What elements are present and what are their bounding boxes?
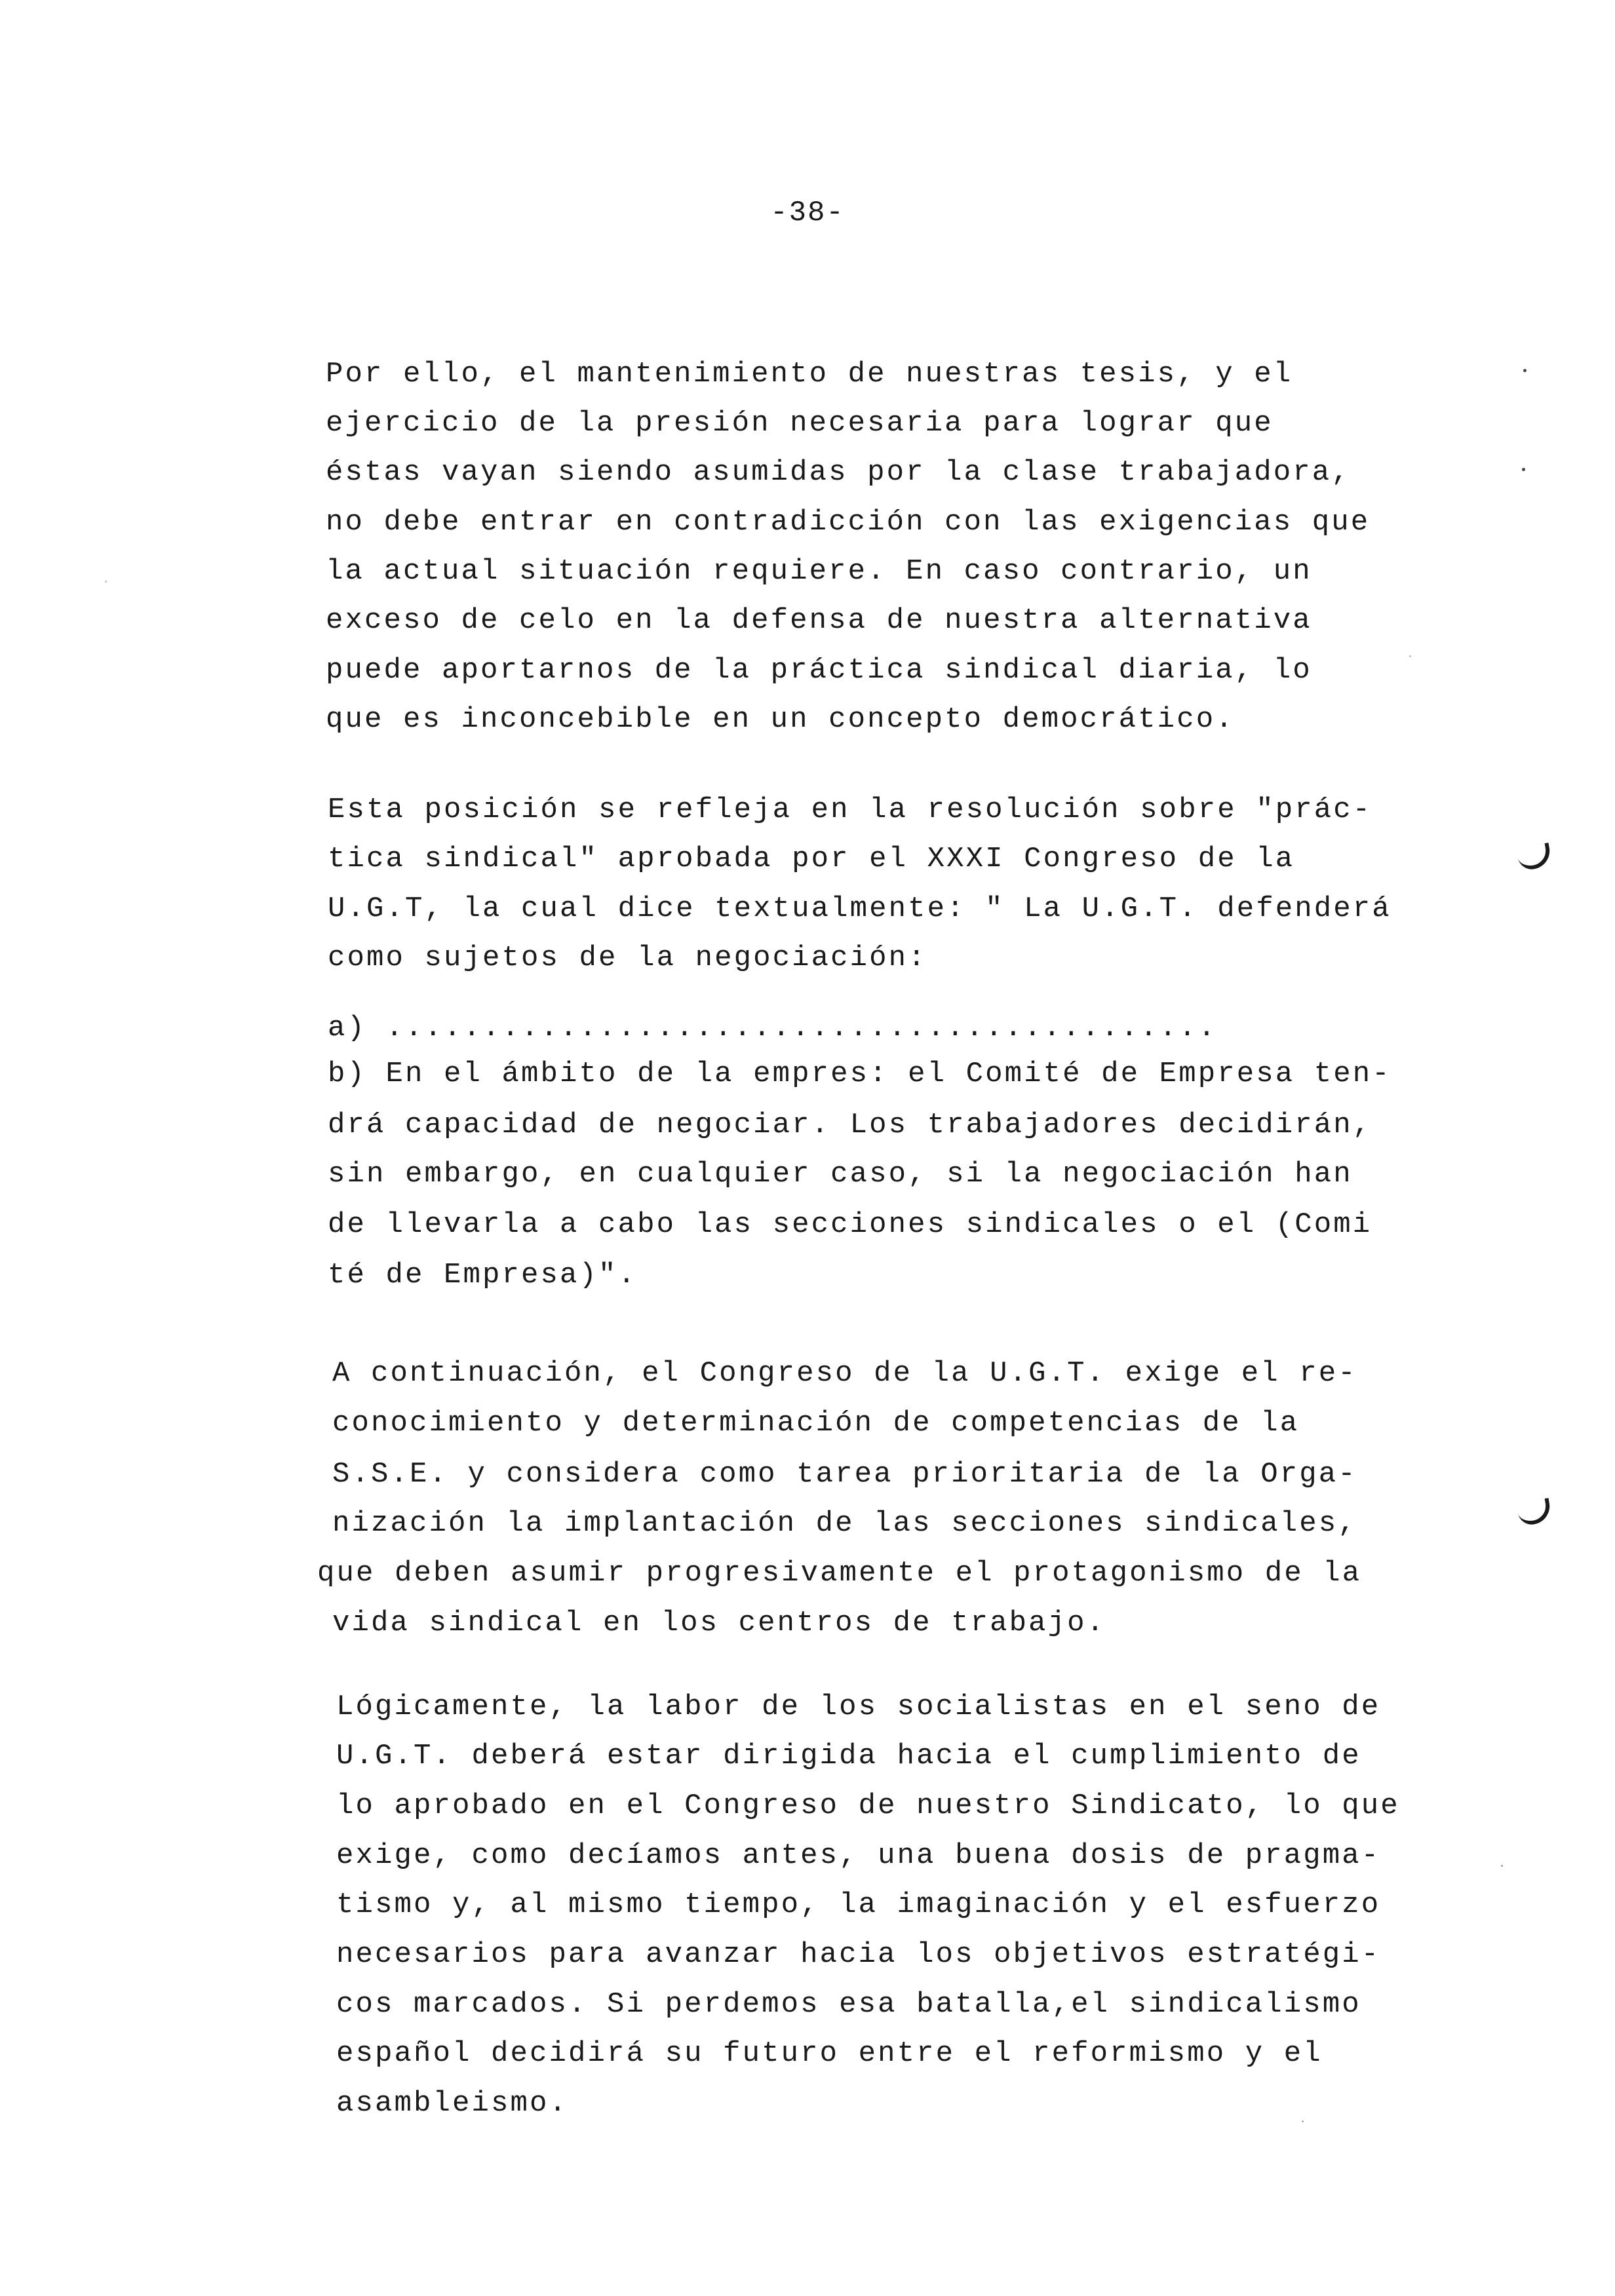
paragraph-2-line-3: U.G.T, la cual dice textualmente: " La U.G.T. defenderá xyxy=(328,892,1391,925)
paragraph-1-line-1: Por ello, el mantenimiento de nuestras tesis, y el xyxy=(326,358,1293,391)
paragraph-4-line-5: tismo y, al mismo tiempo, la imaginación y el esfuerzo xyxy=(336,1888,1381,1921)
paragraph-2-line-2: tica sindical" aprobada por el XXXI Congreso de la xyxy=(328,843,1295,875)
paragraph-2-line-9: de llevarla a cabo las secciones sindicales o el (Comi xyxy=(328,1208,1372,1241)
paragraph-4-line-9: asambleismo. xyxy=(336,2087,569,2120)
paragraph-3-line-5: que deben asumir progresivamente el protagonismo de la xyxy=(317,1557,1362,1590)
paragraph-3-line-4: nización la implantación de las secciones sindicales, xyxy=(332,1507,1357,1540)
paragraph-4-line-7: cos marcados. Si perdemos esa batalla,el sindicalismo xyxy=(336,1988,1361,2021)
paragraph-1-line-6: exceso de celo en la defensa de nuestra alternativa xyxy=(326,604,1312,637)
paragraph-2-line-5: a) ........................................... xyxy=(328,1012,1218,1044)
paragraph-1-line-8: que es inconcebible en un concepto democrático. xyxy=(326,703,1235,736)
scan-speck xyxy=(1302,2120,1304,2122)
paragraph-1-line-4: no debe entrar en contradicción con las exigencias que xyxy=(326,506,1371,539)
paragraph-2-line-10: té de Empresa)". xyxy=(328,1259,638,1292)
scan-speck xyxy=(1522,468,1525,471)
paragraph-4-line-6: necesarios para avanzar hacia los objetivos estratégi- xyxy=(336,1938,1381,1971)
paragraph-4-line-3: lo aprobado en el Congreso de nuestro Sindicato, lo que xyxy=(336,1789,1400,1822)
scan-speck xyxy=(1409,655,1411,657)
paragraph-3-line-6: vida sindical en los centros de trabajo. xyxy=(332,1607,1106,1639)
margin-mark xyxy=(1516,843,1552,871)
paragraph-3-line-1: A continuación, el Congreso de la U.G.T. exige el re- xyxy=(332,1357,1357,1390)
paragraph-4-line-8: español decidirá su futuro entre el reformismo y el xyxy=(336,2037,1323,2070)
paragraph-3-line-2: conocimiento y determinación de competencias de la xyxy=(332,1407,1300,1440)
paragraph-2-line-4: como sujetos de la negociación: xyxy=(328,942,927,974)
paragraph-2-line-1: Esta posición se refleja en la resolución sobre "prác- xyxy=(328,794,1372,826)
paragraph-4-line-1: Lógicamente, la labor de los socialistas en el seno de xyxy=(336,1691,1381,1723)
page-number: -38- xyxy=(770,197,845,229)
paragraph-2-line-8: sin embargo, en cualquier caso, si la negociación han xyxy=(328,1158,1353,1191)
scan-speck xyxy=(1523,369,1527,372)
paragraph-1-line-3: éstas vayan siendo asumidas por la clase trabajadora, xyxy=(326,456,1351,489)
paragraph-2-line-7: drá capacidad de negociar. Los trabajadores decidirán, xyxy=(328,1109,1372,1141)
margin-mark xyxy=(1516,1498,1552,1527)
paragraph-4-line-4: exige, como decíamos antes, una buena dosis de pragma- xyxy=(336,1839,1381,1872)
paragraph-3-line-3: S.S.E. y considera como tarea prioritaria de la Orga- xyxy=(332,1458,1357,1491)
scan-speck xyxy=(105,581,107,583)
scan-speck xyxy=(1501,1865,1503,1867)
paragraph-4-line-2: U.G.T. deberá estar dirigida hacia el cumplimiento de xyxy=(336,1740,1361,1772)
paragraph-1-line-2: ejercicio de la presión necesaria para lograr que xyxy=(326,407,1274,440)
paragraph-2-line-6: b) En el ámbito de la empres: el Comité de Empresa ten- xyxy=(328,1058,1391,1090)
paragraph-1-line-5: la actual situación requiere. En caso contrario, un xyxy=(326,555,1312,588)
paragraph-1-line-7: puede aportarnos de la práctica sindical diaria, lo xyxy=(326,654,1312,687)
